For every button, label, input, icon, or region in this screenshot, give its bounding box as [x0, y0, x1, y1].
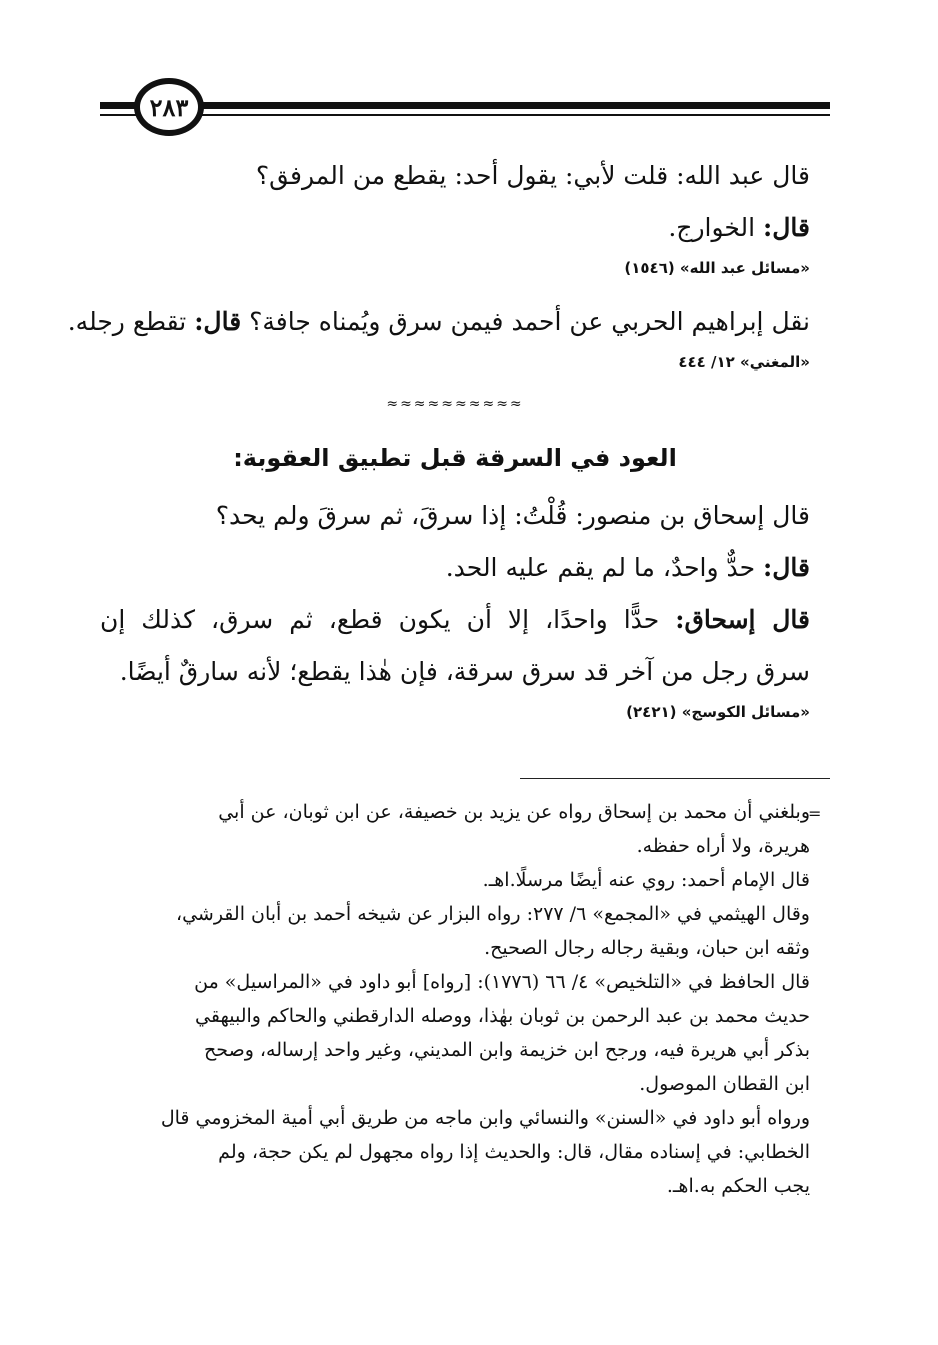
footnote-line: ورواه أبو داود في «السنن» والنسائي وابن ماجه من طريق أبي أمية المخزومي قال [160, 1107, 810, 1129]
footnote-line: هريرة، ولا أراه حفظه. [636, 835, 810, 857]
ornamental-separator: ≈≈≈≈≈≈≈≈≈≈ [386, 396, 524, 412]
speaker-label: قال إسحاق: [675, 605, 810, 634]
main-text [67, 150, 810, 726]
speaker-label: قال: [763, 553, 810, 582]
footnote-line: قال الحافظ في «التلخيص» ٤/ ٦٦ (١٧٧٦): [رواه] أبو داود في «المراسيل» من [194, 971, 810, 993]
footnote-line: حديث محمد بن عبد الرحمن بن ثوبان بهٰذا، ووصله الدارقطني والحاكم والبيهقي [195, 1005, 810, 1027]
page-header [100, 78, 830, 142]
footnote-line: بذكر أبي هريرة فيه، ورجح ابن خزيمة وابن المديني، وغير واحد إرساله، وصحح [204, 1039, 810, 1061]
answer-text: تقطع رجله. [67, 307, 195, 336]
source-reference: «مسائل عبد الله» (١٥٤٦) [624, 259, 810, 277]
footnote-line: يجب الحكم به.اهـ. [666, 1175, 810, 1197]
speaker-label: قال: [763, 213, 810, 242]
text-line: قال عبد الله: قلت لأبي: يقول أحد: يقطع من المرفق؟ [255, 161, 810, 190]
footnote-continuation-marker: = [808, 804, 822, 823]
section-heading: العود في السرقة قبل تطبيق العقوبة: [233, 444, 677, 472]
text-line [100, 202, 810, 254]
header-rule-thin [100, 114, 830, 116]
footnote-line: ابن القطان الموصول. [639, 1073, 810, 1095]
footnote-line: قال الإمام أحمد: روي عنه أيضًا مرسلًا.اهـ. [482, 869, 810, 891]
footnote-divider [520, 778, 830, 779]
source-reference: «المغني» ١٢/ ٤٤٤ [678, 353, 810, 371]
footnote-line: وبلغني أن محمد بن إسحاق رواه عن يزيد بن خصيفة، عن ابن ثوبان، عن أبي [218, 801, 810, 823]
footnote-line: وثقه ابن حبان، وبقية رجاله رجال الصحيح. [484, 937, 810, 959]
speaker-label: قال: [194, 307, 242, 336]
answer-text: حدًّا واحدًا، إلا أن يكون قطع، ثم سرق، كذلك إن [100, 605, 676, 634]
question-text: نقل إبراهيم الحربي عن أحمد فيمن سرق ويُمناه جافة؟ [241, 307, 810, 336]
text-line [67, 296, 810, 348]
text-line [100, 594, 810, 646]
page-number-badge [134, 78, 204, 136]
text-line [100, 542, 810, 594]
footnote-line: الخطابي: في إسناده مقال، قال: والحديث إذا رواه مجهول لم يكن حجة، ولم [218, 1141, 810, 1163]
source-reference: «مسائل الكوسج» (٢٤٢١) [626, 703, 810, 721]
text-line: سرق رجل من آخر قد سرق سرقة، فإن هٰذا يقطع؛ لأنه سارقٌ أيضًا. [119, 657, 810, 686]
page-number: ٢٨٣ [149, 92, 189, 122]
footnotes [106, 795, 810, 1203]
header-rule-thick [100, 102, 830, 109]
text-line: قال إسحاق بن منصور: قُلْتُ: إذا سرقَ، ثم سرقَ ولم يحد؟ [215, 501, 810, 530]
footnote-line: وقال الهيثمي في «المجمع» ٦/ ٢٧٧: رواه البزار عن شيخه أحمد بن أبان القرشي، [175, 903, 810, 925]
answer-text: حدٌّ واحدٌ، ما لم يقم عليه الحد. [445, 553, 764, 582]
answer-text: الخوارج. [668, 213, 764, 242]
